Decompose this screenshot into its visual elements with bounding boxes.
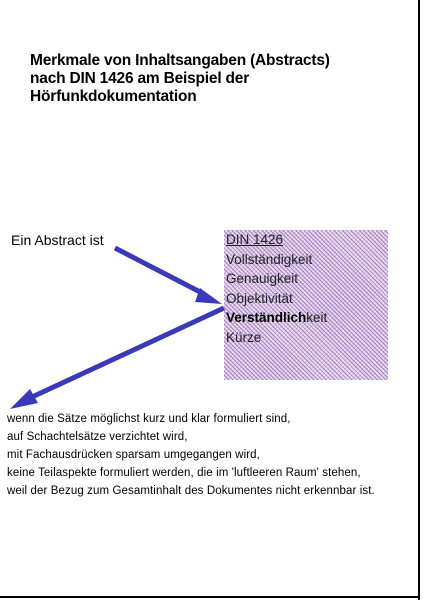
slide-title [30,52,400,106]
criterion-objectivity: Objektivität [226,290,293,306]
criterion-accuracy: Genauigkeit [226,271,299,286]
frame-bottom-border [0,596,420,598]
criterion-brevity: Kürze [226,329,262,345]
title-line-2: nach DIN 1426 am Beispiel der [30,70,250,87]
arrow-left-down-icon [10,308,224,409]
criterion-comprehensibility-rest: keit [306,310,328,325]
criteria-list [226,230,327,347]
condition-line: mit Fachausdrücken sparsam umgegangen wird, [7,449,260,461]
lead-text: Ein Abstract ist [11,232,104,248]
criterion-comprehensibility-bold: Verständlich [226,310,307,325]
conditions-list [7,410,375,500]
criterion-completeness: Vollständigkeit [226,251,313,267]
criteria-norm: DIN 1426 [226,232,284,247]
condition-line: weil der Bezug zum Gesamtinhalt des Dokumentes nicht erkennbar ist. [7,485,375,497]
arrow-right-down-icon [115,248,222,304]
condition-line: keine Teilaspekte formuliert werden, die im 'luftleeren Raum' stehen, [7,467,361,479]
title-line-3: Hörfunkdokumentation [30,88,197,105]
criterion-comprehensibility [226,308,327,328]
title-line-1: Merkmale von Inhaltsangaben (Abstracts) [30,52,330,69]
frame-right-border [418,0,420,600]
condition-line: wenn die Sätze möglichst kurz und klar formuliert sind, [7,413,291,425]
condition-line: auf Schachtelsätze verzichtet wird, [7,431,188,443]
